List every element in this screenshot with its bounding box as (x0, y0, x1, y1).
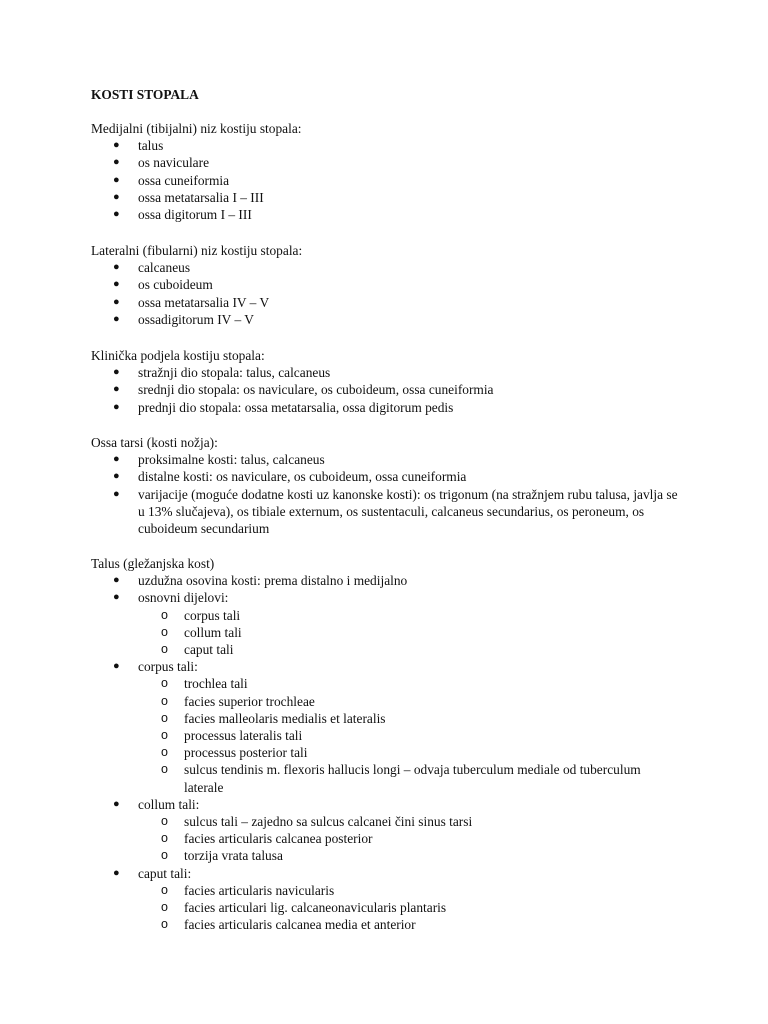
list-item: ● ossa digitorum I – III (113, 207, 252, 223)
section-heading: Ossa tarsi (kosti nožja): (91, 435, 218, 450)
bullet-icon: ● (113, 574, 120, 587)
bullet-icon: ● (113, 278, 120, 291)
bullet-icon: ● (113, 591, 120, 604)
circle-bullet-icon: o (161, 624, 168, 639)
bullet-list (91, 259, 681, 328)
list-item: ● os naviculare (113, 155, 210, 171)
sub-list-item: o corpus tali (161, 607, 241, 623)
circle-bullet-icon: o (161, 710, 168, 725)
section-lateral-row (91, 242, 681, 328)
bullet-icon: ● (113, 190, 120, 203)
bullet-icon: ● (113, 295, 120, 308)
list-item: ● prednji dio stopala: ossa metatarsalia, ossa digitorum pedis (113, 399, 454, 415)
circle-bullet-icon: o (161, 814, 168, 829)
bullet-icon: ● (113, 400, 120, 413)
circle-bullet-icon: o (161, 917, 168, 932)
bullet-icon: ● (113, 470, 120, 483)
list-item: ● os cuboideum (113, 277, 213, 293)
circle-bullet-icon: o (161, 762, 168, 777)
sub-list-item: o processus lateralis tali (161, 728, 303, 744)
section-ossa-tarsi (91, 434, 681, 537)
list-item: ● distalne kosti: os naviculare, os cuboideum, ossa cuneiformia (113, 469, 467, 485)
section-heading: Klinička podjela kostiju stopala: (91, 348, 265, 363)
section-talus (91, 555, 681, 933)
sub-list-item: o trochlea tali (161, 676, 248, 692)
bullet-icon: ● (113, 383, 120, 396)
bullet-list (91, 572, 681, 933)
circle-bullet-icon: o (161, 745, 168, 760)
list-item: ● uzdužna osovina kosti: prema distalno i medijalno (113, 573, 408, 589)
bullet-list (91, 364, 681, 416)
section-medial-row (91, 120, 681, 223)
circle-bullet-icon: o (161, 607, 168, 622)
list-item: ● caput tali: (113, 865, 192, 881)
circle-bullet-icon: o (161, 882, 168, 897)
section-heading: Talus (gležanjska kost) (91, 556, 215, 571)
sub-list-item: o facies articularis navicularis (161, 882, 335, 898)
sub-list-item: o facies articulari lig. calcaneonavicularis plantaris (161, 900, 447, 916)
document-title: KOSTI STOPALA (91, 87, 199, 102)
bullet-icon: ● (113, 797, 120, 810)
bullet-list (91, 451, 681, 537)
sub-list-item: o sulcus tali – zajedno sa sulcus calcanei čini sinus tarsi (161, 814, 473, 830)
bullet-icon: ● (113, 660, 120, 673)
list-item: ● stražnji dio stopala: talus, calcaneus (113, 365, 331, 381)
list-item: ● talus (113, 138, 164, 154)
bullet-icon: ● (113, 366, 120, 379)
sub-list-item: o sulcus tendinis m. flexoris hallucis longi – odvaja tuberculum mediale od tuberculum laterale (161, 762, 641, 795)
sub-list-item: o processus posterior tali (161, 745, 308, 761)
bullet-icon: ● (113, 866, 120, 879)
circle-bullet-icon: o (161, 848, 168, 863)
bullet-list (91, 137, 681, 223)
list-item: ● proksimalne kosti: talus, calcaneus (113, 452, 325, 468)
list-item: ● ossa cuneiformia (113, 172, 230, 188)
list-item: ● calcaneus (113, 260, 191, 276)
sub-list-item: o facies malleolaris medialis et lateralis (161, 710, 386, 726)
sub-list-item: o facies articularis calcanea media et anterior (161, 917, 416, 933)
bullet-icon: ● (113, 261, 120, 274)
bullet-icon: ● (113, 173, 120, 186)
list-item: ● varijacije (moguće dodatne kosti uz kanonske kosti): os trigonum (na stražnjem rubu talusa, javlja se u 13% slučajeva), os tibiale externum, os sustentaculi, calcaneus secundarius, os peroneum, os cuboideum secundarium (113, 486, 678, 537)
bullet-icon: ● (113, 139, 120, 152)
list-item: ● ossa metatarsalia I – III (113, 189, 264, 205)
bullet-icon: ● (113, 487, 120, 500)
bullet-icon: ● (113, 156, 120, 169)
list-item: ● srednji dio stopala: os naviculare, os cuboideum, ossa cuneiformia (113, 382, 494, 398)
circle-bullet-icon: o (161, 728, 168, 743)
section-heading: Medijalni (tibijalni) niz kostiju stopala: (91, 121, 302, 136)
bullet-icon: ● (113, 208, 120, 221)
sub-list-item: o collum tali (161, 624, 242, 640)
circle-bullet-icon: o (161, 676, 168, 691)
list-item: ● ossadigitorum IV – V (113, 311, 254, 327)
list-item: ● osnovni dijelovi: (113, 590, 229, 606)
list-item: ● collum tali: (113, 796, 200, 812)
bullet-icon: ● (113, 453, 120, 466)
sub-list-item: o torzija vrata talusa (161, 848, 283, 864)
circle-bullet-icon: o (161, 642, 168, 657)
bullet-icon: ● (113, 312, 120, 325)
list-item: ● ossa metatarsalia IV – V (113, 294, 270, 310)
section-heading: Lateralni (fibularni) niz kostiju stopala: (91, 243, 303, 258)
circle-bullet-icon: o (161, 831, 168, 846)
sub-list-item: o facies articularis calcanea posterior (161, 831, 373, 847)
sub-list-item: o facies superior trochleae (161, 693, 315, 709)
sub-list-item: o caput tali (161, 642, 234, 658)
list-item: ● corpus tali: (113, 659, 198, 675)
section-clinical-division (91, 347, 681, 416)
circle-bullet-icon: o (161, 693, 168, 708)
circle-bullet-icon: o (161, 900, 168, 915)
